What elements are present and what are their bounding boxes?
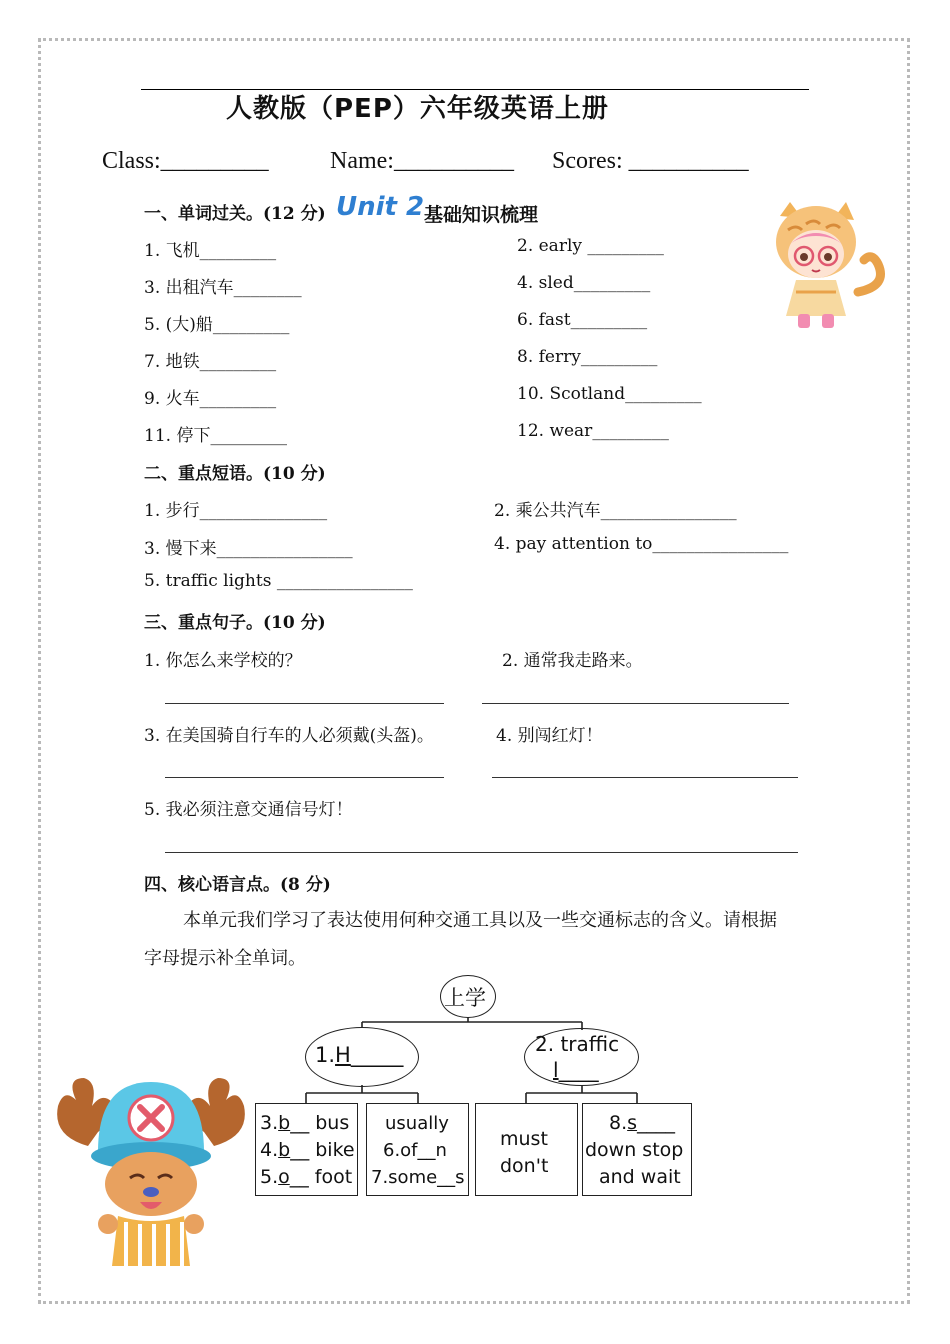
box-row: down stop <box>585 1139 684 1161</box>
cat-girl-illustration <box>766 196 892 334</box>
left-letter-hint: H <box>335 1043 351 1067</box>
box-row: 5.o__ foot <box>260 1166 353 1188</box>
vocab-item[interactable]: 2. early _________ <box>517 236 664 256</box>
vocab-item[interactable]: 8. ferry_________ <box>517 347 658 367</box>
phrase-item[interactable]: 1. 步行_______________ <box>144 501 328 521</box>
sentence-prompt: 3. 在美国骑自行车的人必须戴(头盔)。 <box>144 726 434 746</box>
sentence-prompt: 5. 我必须注意交通信号灯！ <box>144 800 353 820</box>
vocab-item[interactable]: 7. 地铁_________ <box>144 352 277 372</box>
box-row: 3.b__ bus <box>260 1112 350 1134</box>
vocab-item[interactable]: 6. fast_________ <box>517 310 648 330</box>
name-field[interactable]: Name:__________ <box>330 148 514 174</box>
box-row: don't <box>500 1155 549 1177</box>
left-number: 1. <box>315 1043 336 1067</box>
sentence-prompt: 1. 你怎么来学校的？ <box>144 651 302 671</box>
vocab-item[interactable]: 9. 火车_________ <box>144 389 277 409</box>
sign-box <box>582 1103 692 1196</box>
phrase-item[interactable]: 5. traffic lights ________________ <box>144 571 413 591</box>
vocab-item[interactable]: 4. sled_________ <box>517 273 651 293</box>
section3-title: 三、重点句子。(10 分) <box>144 613 326 633</box>
vocab-item[interactable]: 10. Scotland_________ <box>517 384 702 404</box>
frequency-box <box>366 1103 469 1196</box>
vocab-item[interactable]: 5. (大)船_________ <box>144 315 290 335</box>
phrase-item[interactable]: 3. 慢下来________________ <box>144 539 353 559</box>
unit-badge: Unit 2 <box>336 192 425 222</box>
right-node-label: 2. traffic <box>535 1032 620 1056</box>
transport-box <box>255 1103 358 1196</box>
reindeer-illustration <box>48 1056 254 1274</box>
box-row: and wait <box>599 1166 681 1188</box>
section2-title: 二、重点短语。(10 分) <box>144 464 326 484</box>
sentence-prompt: 4. 别闯红灯！ <box>496 726 603 746</box>
phrase-item[interactable]: 2. 乘公共汽车________________ <box>494 501 737 521</box>
section4-title: 四、核心语言点。(8 分) <box>144 875 331 895</box>
subtitle: 基础知识梳理 <box>424 204 539 226</box>
right-node-blank[interactable] <box>553 1058 599 1082</box>
box-row: usually <box>385 1113 449 1134</box>
instruction-text: 本单元我们学习了表达使用何种交通工具以及一些交通标志的含义。请根据 <box>183 910 777 931</box>
right-letter-hint: l <box>553 1058 559 1082</box>
vocab-item[interactable]: 11. 停下_________ <box>144 426 287 446</box>
section1-title: 一、单词过关。(12 分) <box>144 204 326 224</box>
instruction-text: 字母提示补全单词。 <box>144 948 306 969</box>
modal-box <box>475 1103 578 1196</box>
left-blank[interactable]: _____ <box>350 1043 404 1067</box>
scores-field[interactable]: Scores: __________ <box>552 148 749 174</box>
box-row: 6.of__n <box>383 1140 447 1161</box>
box-row: 4.b__ bike <box>260 1139 355 1161</box>
vocab-item[interactable]: 3. 出租汽车________ <box>144 278 302 298</box>
vocab-item[interactable]: 1. 飞机_________ <box>144 241 277 261</box>
right-blank[interactable]: ____ <box>558 1058 599 1082</box>
page-title: 人教版（PEP）六年级英语上册 <box>226 94 609 124</box>
box-row: 7.some__s <box>371 1167 465 1188</box>
left-node-label[interactable] <box>315 1043 403 1067</box>
box-row: must <box>500 1128 548 1150</box>
root-label: 上学 <box>444 986 486 1010</box>
vocab-item[interactable]: 12. wear_________ <box>517 421 669 441</box>
phrase-item[interactable]: 4. pay attention to________________ <box>494 534 789 554</box>
box-row: 8.s____ <box>609 1112 676 1134</box>
class-field[interactable]: Class:_________ <box>102 148 269 174</box>
sentence-prompt: 2. 通常我走路来。 <box>502 651 643 671</box>
